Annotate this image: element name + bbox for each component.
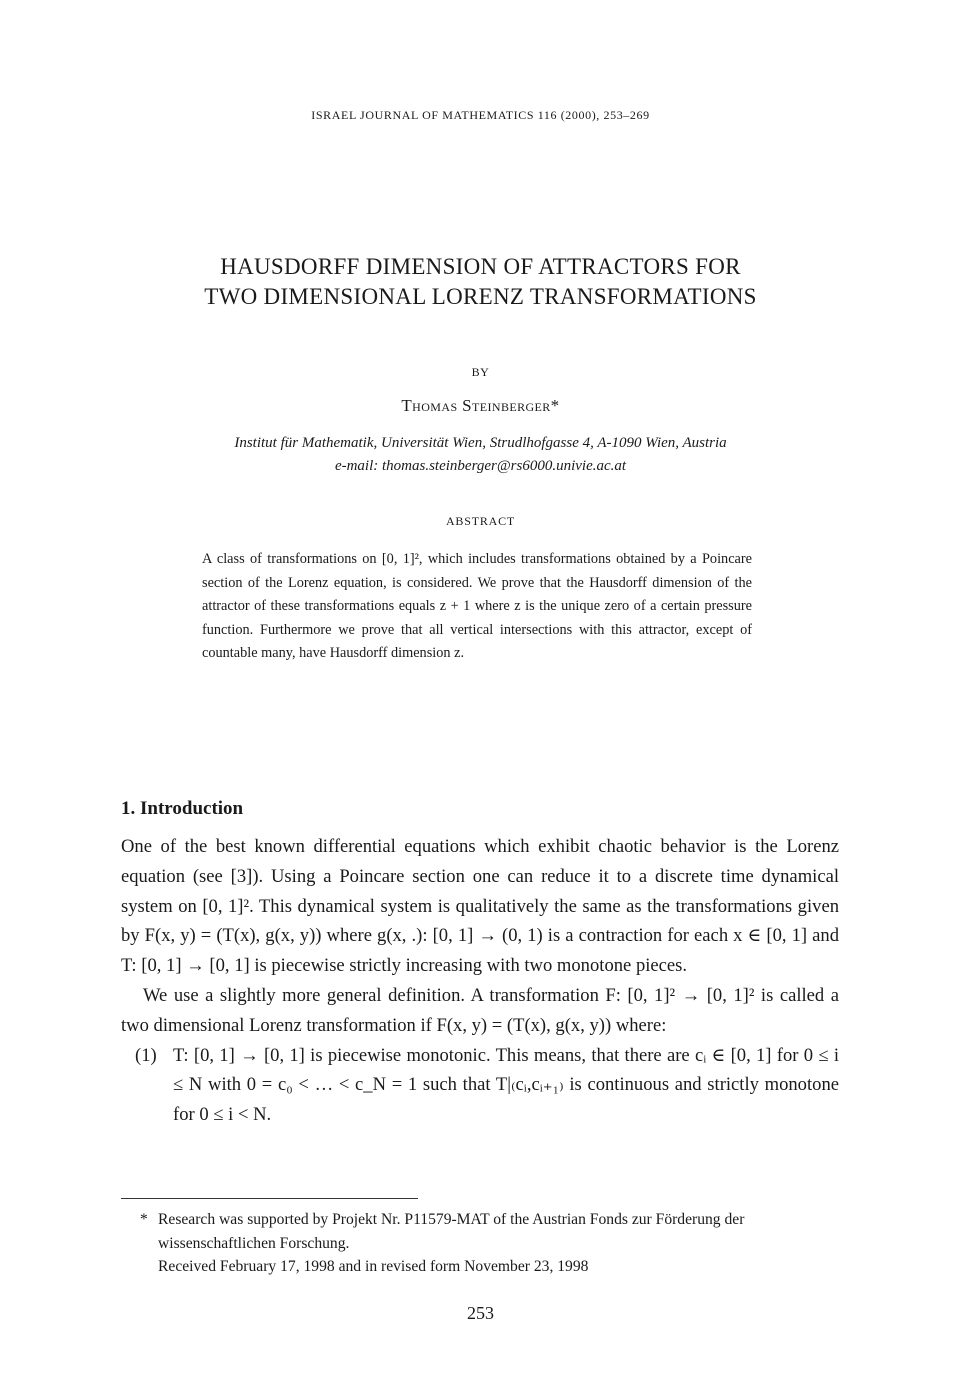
title-line-1: HAUSDORFF DIMENSION OF ATTRACTORS FOR <box>220 254 741 279</box>
section-body <box>121 832 839 1130</box>
paragraph-2: We use a slightly more general definition. A transformation F: [0, 1]² → [0, 1]² is called a two dimensional Lorenz transformation if F(x, y) = (T(x), g(x, y)) where: <box>121 984 839 1036</box>
title-line-2: TWO DIMENSIONAL LORENZ TRANSFORMATIONS <box>204 284 757 309</box>
footnote-rule <box>121 1198 418 1199</box>
footnote-mark: * <box>140 1211 148 1228</box>
list-item-text: T: [0, 1] → [0, 1] is piecewise monotonic. This means, that there are cᵢ ∈ [0, 1] for 0 ≤ i ≤ N with 0 = c₀ < … < c_N = 1 such that T|₍cᵢ,cᵢ₊₁₎ is continuous and strictly monotone for 0 ≤ i < N. <box>173 1044 839 1126</box>
abstract-body <box>202 548 752 666</box>
paragraph-1: One of the best known differential equations which exhibit chaotic behavior is the Lorenz equation (see [3]). Using a Poincare section one can reduce it to a discrete time dynamical system on [0, 1]². This dynamical system is qualitatively the same as the transformations given by F(x, y) = (T(x), g(x, y)) where g(x, .): [0, 1] → (0, 1) is a contraction for each x ∈ [0, 1] and T: [0, 1] → [0, 1] is piecewise strictly increasing with two monotone pieces. <box>121 836 839 977</box>
email: e-mail: thomas.steinberger@rs6000.univie.ac.at <box>334 458 627 474</box>
footnote-received: Received February 17, 1998 and in revised form November 23, 1998 <box>158 1258 589 1275</box>
footnote <box>140 1208 842 1279</box>
list-item-number: (1) <box>135 1044 157 1066</box>
affiliation: Institut für Mathematik, Universität Wien, Strudlhofgasse 4, A-1090 Wien, Austria <box>234 435 727 451</box>
affiliation-block <box>0 432 961 478</box>
byline: BY <box>471 365 490 379</box>
list-item <box>121 1041 839 1130</box>
footnote-funding: Research was supported by Projekt Nr. P11579-MAT of the Austrian Fonds zur Förderung der wissenschaftlichen Forschung. <box>158 1211 745 1252</box>
page-number: 253 <box>467 1303 494 1323</box>
abstract-text: A class of transformations on [0, 1]², which includes transformations obtained by a Poincare section of the Lorenz equation, is considered. We prove that the Hausdorff dimension of the attractor of these transformations equals z + 1 where z is the unique zero of a certain pressure function. Furthermore we prove that all vertical intersections with this attractor, except of countable many, have Hausdorff dimension z. <box>202 551 752 662</box>
author-name: Thomas Steinberger* <box>401 396 560 415</box>
paper-title <box>80 252 881 312</box>
journal-header: ISRAEL JOURNAL OF MATHEMATICS 116 (2000), 253–269 <box>311 108 650 122</box>
section-heading: 1. Introduction <box>121 798 244 819</box>
abstract-heading: ABSTRACT <box>445 514 516 528</box>
